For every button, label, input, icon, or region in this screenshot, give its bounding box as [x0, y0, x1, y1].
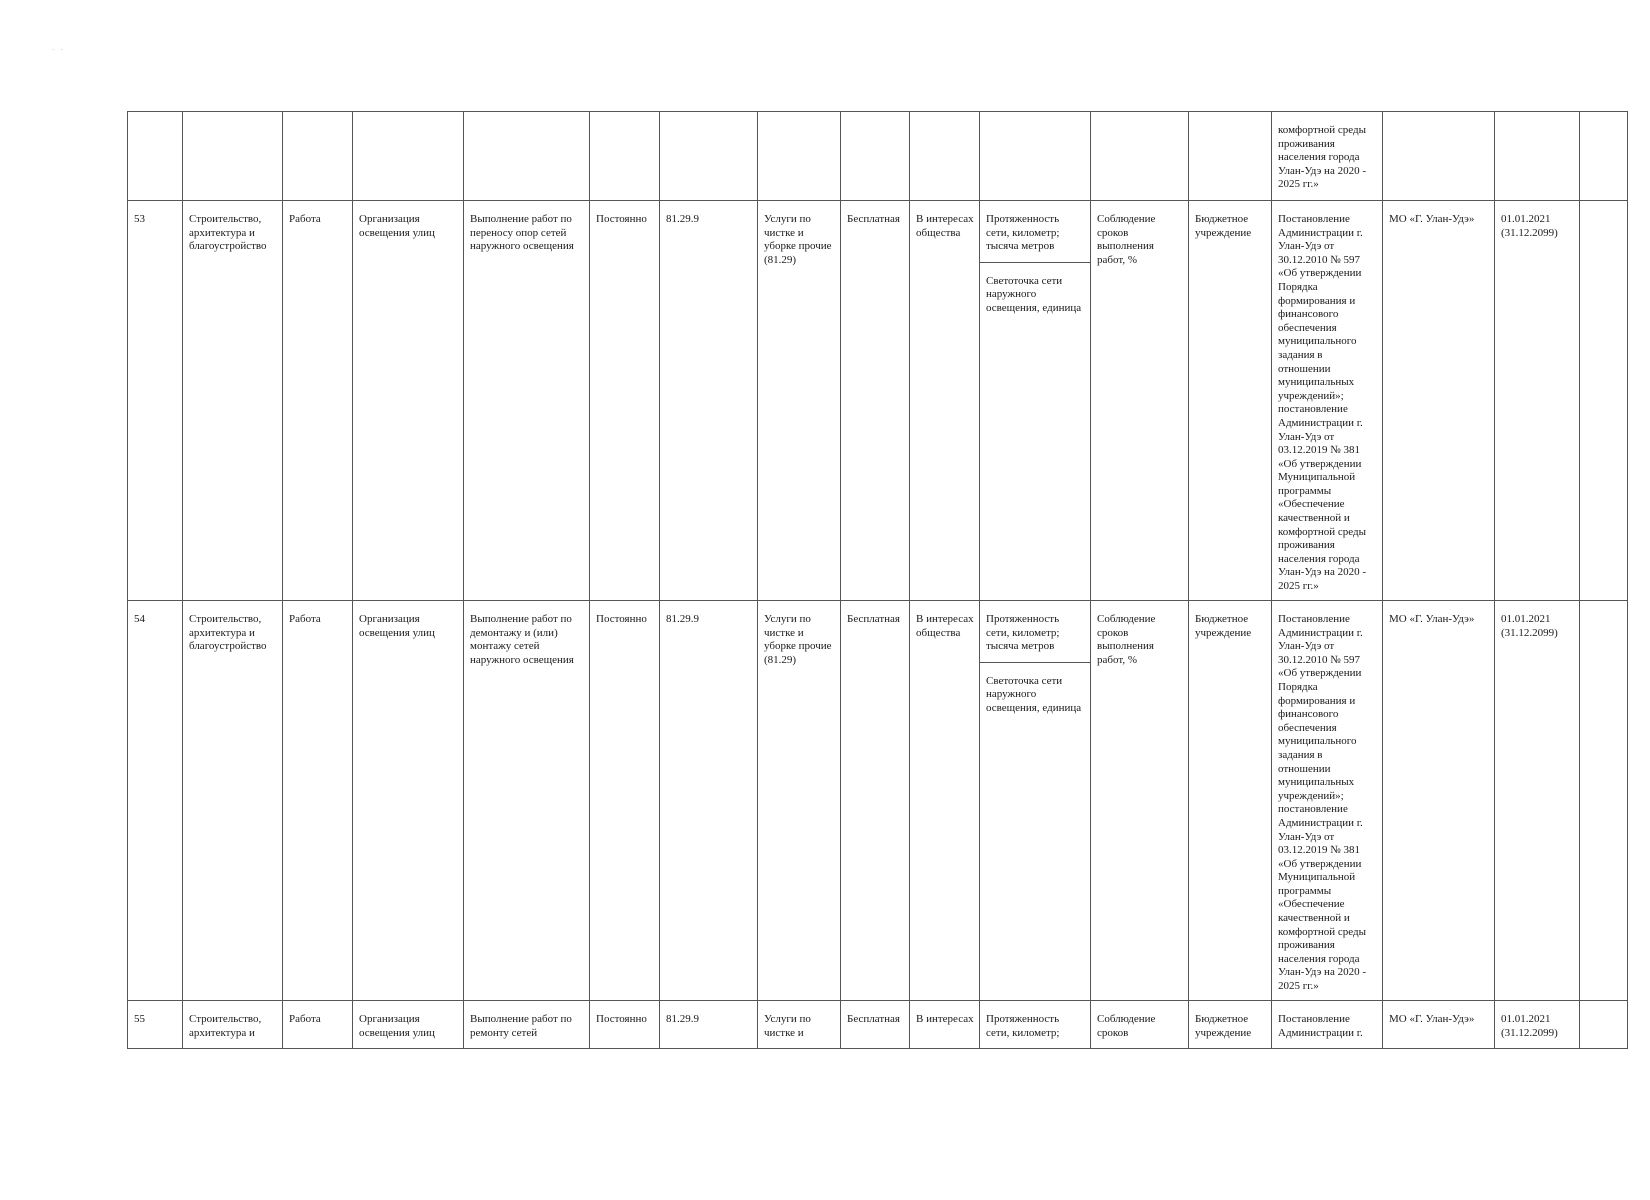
cell-institution [1189, 112, 1272, 201]
cell-okved: 81.29.9 [660, 201, 758, 601]
cell-indicator-volume [980, 112, 1091, 201]
cell-indicator-volume [980, 601, 1091, 1001]
cell-indicator-volume [980, 1001, 1091, 1049]
cell-founder: МО «Г. Улан-Удэ» [1383, 1001, 1495, 1049]
indicator-volume-length: Протяженность сети, километр; [986, 1013, 1060, 1039]
cell-content: Выполнение работ по ремонту сетей [464, 1001, 590, 1049]
cell-consumers: В интересах общества [910, 201, 980, 601]
table-row [128, 601, 1628, 1001]
cell-content [464, 112, 590, 201]
cell-num [128, 112, 183, 201]
cell-paid: Бесплатная [841, 601, 910, 1001]
cell-name: Организация освещения улиц [353, 601, 464, 1001]
cell-regulation: комфортной среды проживания населения города Улан-Удэ на 2020 - 2025 гг.» [1272, 112, 1383, 201]
cell-okved: 81.29.9 [660, 601, 758, 1001]
cell-institution: Бюджетное учреждение [1189, 1001, 1272, 1049]
cell-dates: 01.01.2021 (31.12.2099) [1495, 201, 1580, 601]
indicator-volume-lightpoint: Светоточка сети наружного освещения, единица [986, 674, 1082, 714]
cell-regulation: Постановление Администрации г. Улан-Удэ от 30.12.2010 № 597 «Об утверждении Порядка формирования и финансового обеспечения муниципального задания в отношении муниципальных учреждений»; постановление Администрации г. Улан-Удэ от 03.12.2019 № 381 «Об утверждении Муниципальной программы «Обеспечение качественной и комфортной среды проживания населения города Улан-Удэ на 2020 - 2025 гг.» [1272, 201, 1383, 601]
cell-indicator-quality: Соблюдение сроков [1091, 1001, 1189, 1049]
cell-condition: Постоянно [590, 601, 660, 1001]
cell-regulation: Постановление Администрации г. Улан-Удэ от 30.12.2010 № 597 «Об утверждении Порядка формирования и финансового обеспечения муниципального задания в отношении муниципальных учреждений»; постановление Администрации г. Улан-Удэ от 03.12.2019 № 381 «Об утверждении Муниципальной программы «Обеспечение качественной и комфортной среды проживания населения города Улан-Удэ на 2020 - 2025 гг.» [1272, 601, 1383, 1001]
cell-extra [1580, 601, 1628, 1001]
page-mark: · · [52, 46, 65, 54]
cell-indicator-volume [980, 201, 1091, 601]
cell-content: Выполнение работ по демонтажу и (или) монтажу сетей наружного освещения [464, 601, 590, 1001]
cell-consumers [910, 112, 980, 201]
cell-okved: 81.29.9 [660, 1001, 758, 1049]
indicator-volume-length: Протяженность сети, километр; тысяча метров [980, 601, 1090, 663]
cell-consumers: В интересах [910, 1001, 980, 1049]
indicator-volume-length: Протяженность сети, километр; тысяча метров [980, 201, 1090, 263]
cell-consumers: В интересах общества [910, 601, 980, 1001]
table-row [128, 201, 1628, 601]
cell-name: Организация освещения улиц [353, 1001, 464, 1049]
cell-dates [1495, 112, 1580, 201]
cell-dates: 01.01.2021 (31.12.2099) [1495, 601, 1580, 1001]
services-registry-table [127, 111, 1628, 1049]
cell-indicator-quality [1091, 112, 1189, 201]
cell-paid: Бесплатная [841, 1001, 910, 1049]
cell-indicator-quality: Соблюдение сроков выполнения работ, % [1091, 601, 1189, 1001]
cell-okved [660, 112, 758, 201]
cell-content: Выполнение работ по переносу опор сетей наружного освещения [464, 201, 590, 601]
cell-extra [1580, 112, 1628, 201]
cell-paid: Бесплатная [841, 201, 910, 601]
cell-indicator-quality: Соблюдение сроков выполнения работ, % [1091, 201, 1189, 601]
cell-regulation: Постановление Администрации г. [1272, 1001, 1383, 1049]
cell-okpd: Услуги по чистке и [758, 1001, 841, 1049]
cell-kind [283, 112, 353, 201]
cell-dates: 01.01.2021 (31.12.2099) [1495, 1001, 1580, 1049]
cell-condition: Постоянно [590, 1001, 660, 1049]
indicator-volume-lightpoint: Светоточка сети наружного освещения, единица [986, 274, 1082, 314]
table-row [128, 1001, 1628, 1049]
cell-sphere: Строительство, архитектура и благоустройство [183, 601, 283, 1001]
cell-extra [1580, 1001, 1628, 1049]
cell-condition [590, 112, 660, 201]
cell-founder: МО «Г. Улан-Удэ» [1383, 201, 1495, 601]
cell-founder [1383, 112, 1495, 201]
cell-kind: Работа [283, 601, 353, 1001]
cell-sphere [183, 112, 283, 201]
table-row-continuation [128, 112, 1628, 201]
cell-num: 54 [128, 601, 183, 1001]
cell-num: 55 [128, 1001, 183, 1049]
cell-okpd: Услуги по чистке и уборке прочие (81.29) [758, 601, 841, 1001]
cell-sphere: Строительство, архитектура и благоустройство [183, 201, 283, 601]
cell-institution: Бюджетное учреждение [1189, 201, 1272, 601]
cell-kind: Работа [283, 201, 353, 601]
cell-okpd [758, 112, 841, 201]
cell-name: Организация освещения улиц [353, 201, 464, 601]
cell-num: 53 [128, 201, 183, 601]
cell-sphere: Строительство, архитектура и [183, 1001, 283, 1049]
cell-condition: Постоянно [590, 201, 660, 601]
cell-paid [841, 112, 910, 201]
cell-kind: Работа [283, 1001, 353, 1049]
cell-okpd: Услуги по чистке и уборке прочие (81.29) [758, 201, 841, 601]
cell-founder: МО «Г. Улан-Удэ» [1383, 601, 1495, 1001]
cell-institution: Бюджетное учреждение [1189, 601, 1272, 1001]
cell-name [353, 112, 464, 201]
cell-extra [1580, 201, 1628, 601]
